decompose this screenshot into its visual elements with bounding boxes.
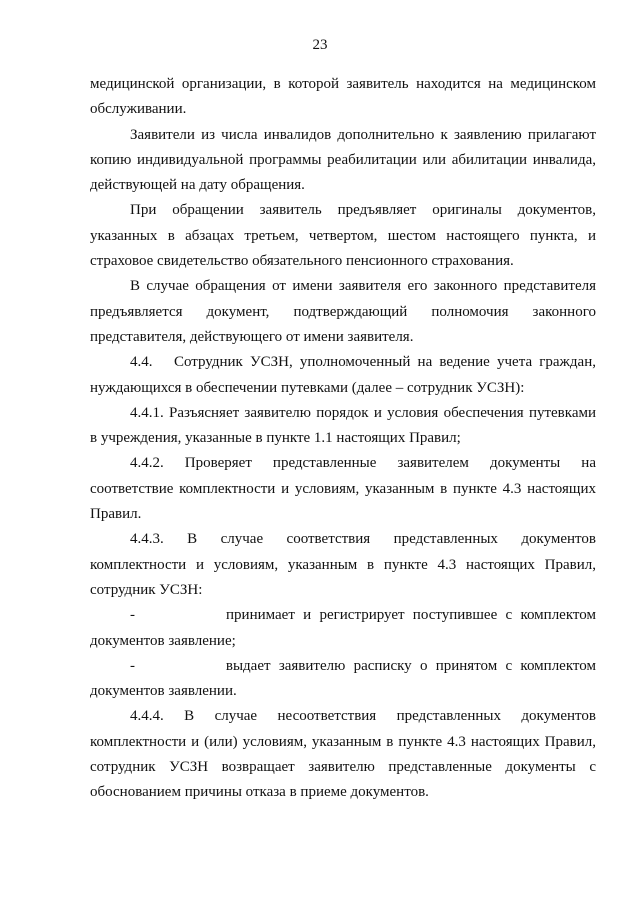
paragraph-disabled-applicants: Заявители из числа инвалидов дополнительно к заявлению прилагают копию индивидуальной программы реабилитации или абилитации инвалида, действующей на дату обращения.	[90, 126, 596, 194]
page-number: 23	[312, 37, 328, 53]
list-item-accept: - принимает и регистрирует поступившее с комплектом документов заявление;	[90, 607, 596, 649]
paragraph-4-4-4: 4.4.4. В случае несоответствия представленных документов комплектности и (или) условиям, указанным в пункте 4.3 настоящих Правил, сотрудник УСЗН возвращает заявителю представленные документы с обоснованием причины отказа в приеме документов.	[90, 708, 596, 801]
list-item-receipt: - выдает заявителю расписку о принятом с комплектом документов заявлении.	[90, 657, 596, 700]
paragraph-4-4-3: 4.4.3. В случае соответствия представленных документов комплектности и условиям, указанным в пункте 4.3 настоящих Правил, сотрудник УСЗН:	[90, 531, 596, 598]
paragraph-4-4: 4.4. Сотрудник УСЗН, уполномоченный на ведение учета граждан, нуждающихся в обеспечении путевками (далее – сотрудник УСЗН):	[90, 354, 596, 396]
paragraph-originals: При обращении заявитель предъявляет оригиналы документов, указанных в абзацах третьем, четвертом, шестом настоящего пункта, и страховое свидетельство обязательного пенсионного страхования.	[90, 202, 596, 270]
paragraph-legal-representative: В случае обращения от имени заявителя его законного представителя предъявляется документ, подтверждающий полномочия законного представителя, действующего от имени заявителя.	[90, 278, 596, 345]
paragraph-4-4-2: 4.4.2. Проверяет представленные заявителем документы на соответствие комплектности и условиям, указанным в пункте 4.3 настоящих Правил.	[90, 455, 596, 523]
paragraph-4-4-1: 4.4.1. Разъясняет заявителю порядок и условия обеспечения путевками в учреждения, указанные в пункте 1.1 настоящих Правил;	[90, 404, 596, 447]
paragraph-continuation: медицинской организации, в которой заявитель находится на медицинском обслуживании.	[90, 76, 596, 118]
body-text	[90, 72, 596, 806]
